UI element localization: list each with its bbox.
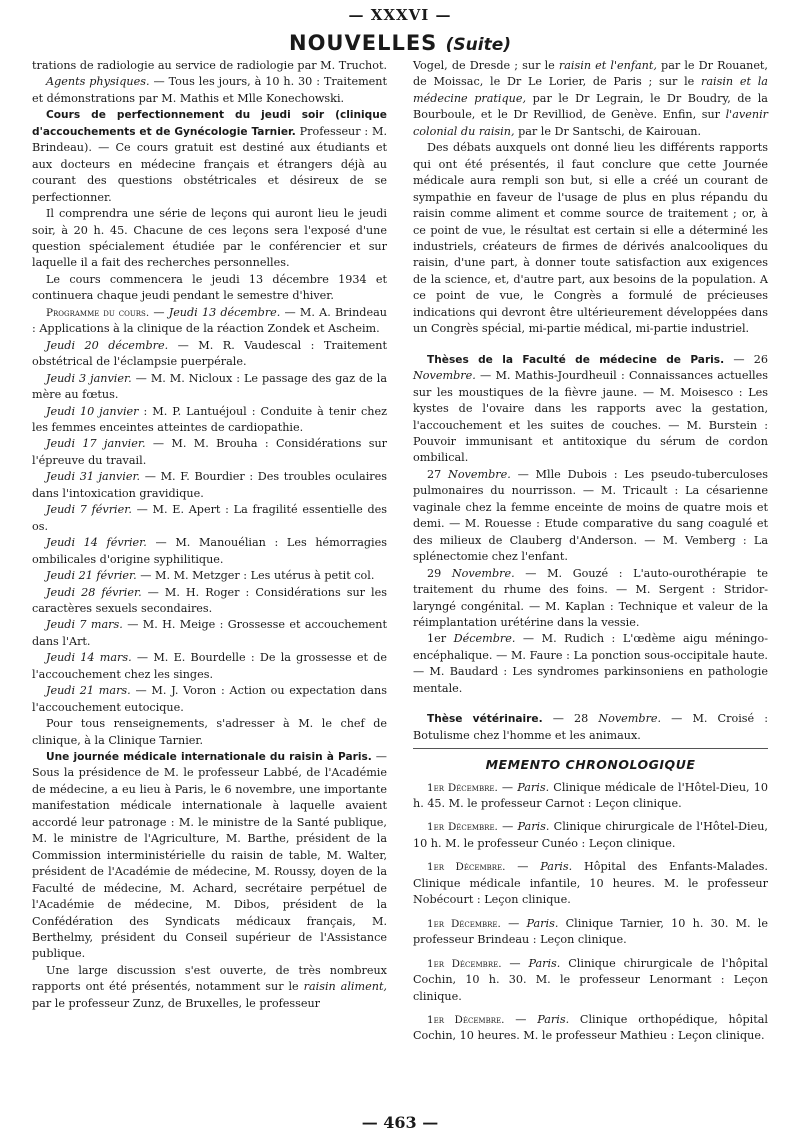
- lecture-item: Jeudi 7 février. — M. E. Apert : La fragilité essentielle des os.: [32, 503, 387, 533]
- paragraph: Pour tous renseignements, s'adresser à M. le chef de clinique, à la Clinique Tarnier.: [32, 717, 387, 747]
- paragraph: Agents physiques. — Tous les jours, à 10 h. 30 : Traitement et démonstrations par M. Mathis et Mlle Konechowski.: [32, 75, 388, 105]
- lecture-item: Jeudi 31 janvier. — M. F. Bourdier : Des troubles oculaires dans l'intoxication gravidique.: [32, 470, 388, 500]
- paragraph: 1er Décembre. — M. Rudich : L'œdème aigu méningo-encéphalique. — M. Faure : La ponction sous-occipitale haute. — M. Baudard : Les syndromes parkinsoniens en pathologie mentale.: [413, 632, 768, 695]
- divider: [413, 748, 768, 749]
- lecture-item: Jeudi 10 janvier : M. P. Lantuéjoul : Conduite à tenir chez les femmes enceintes atteintes de cardiopathie.: [32, 404, 388, 434]
- section-title-suite: (Suite): [445, 35, 511, 55]
- paragraph: 29 Novembre. — M. Gouzé : L'auto-ourothérapie te traitement du rhume des foins. — M. Sergent : Stridor-laryngé congénital. — M. Kaplan : Technique et valeur de la réimplantation urétérine dans la vessie.: [413, 566, 768, 629]
- page-number: — 463 —: [361, 1113, 439, 1132]
- left-column: [32, 58, 387, 1012]
- roman-folio: — XXXVI —: [348, 6, 452, 24]
- paragraph: Thèse vétérinaire. — 28 Novembre. — M. Croisé : Botulisme chez l'homme et les animaux.: [413, 712, 769, 742]
- paragraph: Une journée médicale internationale du raisin à Paris. — Sous la présidence de M. le professeur Labbé, de l'Académie de médecine, a eu lieu à Paris, le 6 novembre, une importante manifestation médicale internationale à laquelle avaient accordé leur patronage : M. le ministre de la Santé publique, M. le ministre de l'Agriculture, M. Barthe, président de la Commission interministérielle du raisin de table, M. Walter, président de l'Académie de médecine, M. Roussy, doyen de la Faculté de médecine, M. Achard, secrétaire perpétuel de l'Académie de médecine, M. Dibos, président de la Confédération des Syndicats médicaux français, M. Berthelmy, président du Conseil supérieur de l'Assistance publique.: [32, 750, 387, 961]
- paragraph: trations de radiologie au service de radiologie par M. Truchot.: [32, 59, 388, 72]
- section-title: [32, 28, 768, 58]
- two-column-body: [32, 58, 768, 1045]
- paragraph: Il comprendra une série de leçons qui auront lieu le jeudi soir, à 20 h. 45. Chacune de ces leçons sera l'exposé d'une question spécialement étudiée par le conférencier et sur laquelle il a fait des recherches personnelles.: [32, 207, 387, 270]
- memento-item: 1er Décembre. — Paris. Hôpital des Enfants-Malades. Clinique médicale infantile, 10 heures. M. le professeur Nobécourt : Leçon clinique.: [413, 860, 768, 907]
- lecture-item: Jeudi 21 février. — M. M. Metzger : Les utérus à petit col.: [46, 569, 375, 583]
- memento-item: 1er Décembre. — Paris. Clinique chirurgicale de l'Hôtel-Dieu, 10 h. M. le professeur Cunéo : Leçon clinique.: [413, 820, 768, 850]
- lecture-item: Jeudi 14 février. — M. Manouélian : Les hémorragies ombilicales d'origine syphilitique.: [32, 536, 387, 566]
- paragraph: Vogel, de Dresde ; sur le raisin et l'enfant, par le Dr Rouanet, de Moissac, le Dr Le Lorier, de Paris ; sur le raisin et la médecine pratique, par le Dr Legrain, le Dr Boudry, de la Bourboule, et le Dr Revilliod, de Genève. Enfin, sur l'avenir colonial du raisin, par le Dr Santschi, de Kairouan.: [413, 59, 768, 138]
- memento-heading: MEMENTO CHRONOLOGIQUE: [485, 757, 696, 773]
- lecture-item: Jeudi 20 décembre. — M. R. Vaudescal : Traitement obstétrical de l'éclampsie puerpérale.: [32, 338, 387, 369]
- lecture-item: Jeudi 17 janvier. — M. M. Brouha : Considérations sur l'épreuve du travail.: [32, 437, 388, 467]
- section-title-text: NOUVELLES: [289, 31, 438, 55]
- paragraph: 27 Novembre. — Mlle Dubois : Les pseudo-tuberculoses pulmonaires du nourrisson. — M. Tricault : La césarienne vaginale chez la femme enceinte de moins de quatre mois et demi. — M. Rouesse : Etude comparative du sang coagulé et des milieux de Clauberg d'Anderson. — M. Vemberg : La splénectomie chez l'enfant.: [413, 467, 768, 564]
- paragraph: Une large discussion s'est ouverte, de très nombreux rapports ont été présentés, notamment sur le raisin aliment, par le professeur Zunz, de Bruxelles, le professeur: [32, 963, 387, 1010]
- lecture-item: Jeudi 14 mars. — M. E. Bourdelle : De la grossesse et de l'accouchement chez les singes.: [32, 651, 387, 681]
- memento-item: 1er Décembre. — Paris. Clinique Tarnier, 10 h. 30. M. le professeur Brindeau : Leçon clinique.: [413, 916, 768, 947]
- paragraph: Le cours commencera le jeudi 13 décembre 1934 et continuera chaque jeudi pendant le semestre d'hiver.: [32, 272, 387, 303]
- right-column: [413, 58, 768, 1045]
- memento-item: 1er Décembre. — Paris. Clinique médicale de l'Hôtel-Dieu, 10 h. 45. M. le professeur Carnot : Leçon clinique.: [413, 780, 768, 811]
- lecture-item: Jeudi 28 février. — M. H. Roger : Considérations sur les caractères sexuels secondaires.: [32, 585, 387, 615]
- lecture-item: Jeudi 21 mars. — M. J. Voron : Action ou expectation dans l'accouchement eutocique.: [32, 684, 387, 714]
- paragraph: Thèses de la Faculté de médecine de Paris. — 26 Novembre. — M. Mathis-Jourdheuil : Connaissances actuelles sur les moustiques de la fièvre jaune. — M. Moisesco : Les kystes de l'ovaire dans les rapports avec la gestation, l'accouchement et les suites de couches. — M. Burstein : Pouvoir immunisant et antitoxique du sérum de cordon ombilical.: [413, 352, 769, 465]
- paragraph: Des débats auxquels ont donné lieu les différents rapports qui ont été présentés, il faut conclure que cette Journée médicale aura rempli son but, si elle a créé un courant de sympathie en faveur de l'usage de plus en plus répandu du raisin comme aliment et comme source de traitement ; or, à ce point de vue, le résultat est certain si elle a déterminé les industriels, créateurs de firmes de dérivés analcooliques du raisin, d'une part, à donner toute satisfaction aux exigences de la science, et, d'autre part, aux besoins de la population. A ce point de vue, le Congrès a formulé de précieuses indications qui devront être ultérieurement développées dans un Congrès spécial, mi-partie médical, mi-partie industriel.: [413, 141, 768, 336]
- memento-item: 1er Décembre. — Paris. Clinique chirurgicale de l'hôpital Cochin, 10 h. 30. M. le professeur Lenormant : Leçon clinique.: [413, 956, 768, 1003]
- lecture-item: Jeudi 7 mars. — M. H. Meige : Grossesse et accouchement dans l'Art.: [32, 618, 387, 648]
- paragraph: Cours de perfectionnement du jeudi soir (clinique d'accouchements et de Gynécologie Tarnier. Professeur : M. Brindeau). — Ce cours gratuit est destiné aux étudiants et aux docteurs en médecine français et étrangers déjà au courant des questions obstétricales et désireux de se perfectionner.: [32, 109, 387, 204]
- memento-item: 1er Décembre. — Paris. Clinique orthopédique, hôpital Cochin, 10 heures. M. le professeur Mathieu : Leçon clinique.: [413, 1013, 768, 1043]
- lecture-item: Jeudi 3 janvier. — M. M. Nicloux : Le passage des gaz de la mère au fœtus.: [32, 371, 387, 402]
- paragraph: Programme du cours. — Jeudi 13 décembre. — M. A. Brindeau : Applications à la clinique de la réaction Zondek et Ascheim.: [32, 305, 387, 336]
